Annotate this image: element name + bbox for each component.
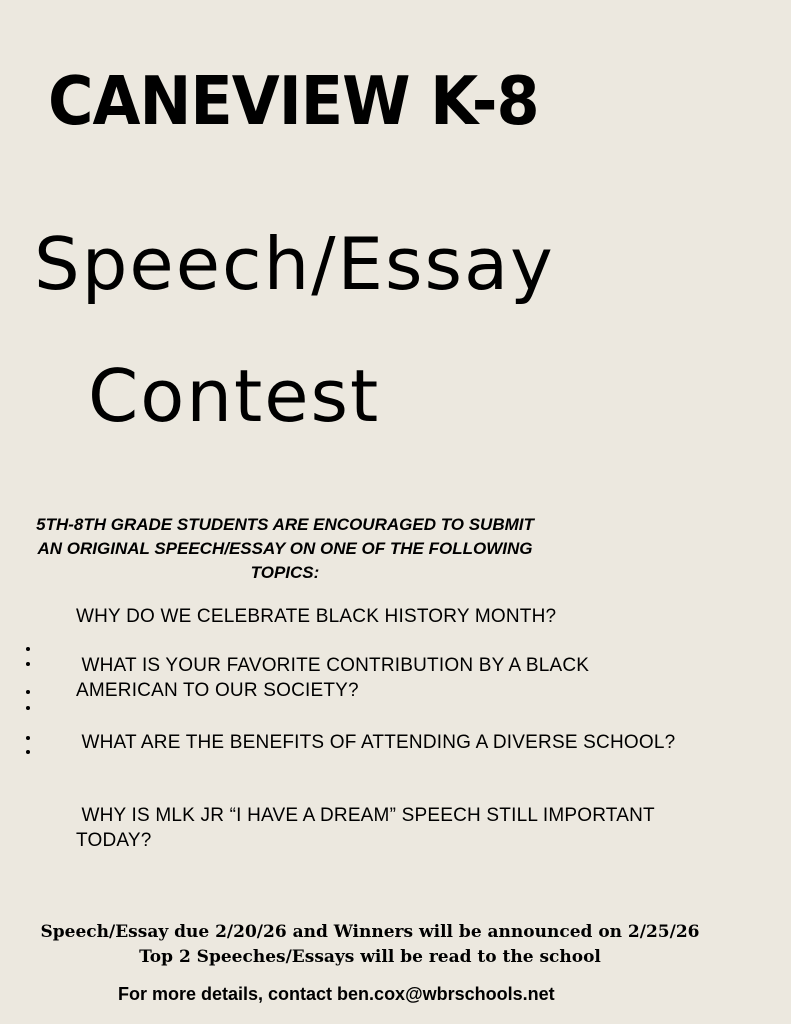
- topic-item: WHAT ARE THE BENEFITS OF ATTENDING A DIVERSE SCHOOL?: [76, 732, 676, 753]
- intro-text: 5TH-8TH GRADE STUDENTS ARE ENCOURAGED TO SUBMIT AN ORIGINAL SPEECH/ESSAY ON ONE OF THE FOLLOWING TOPICS:: [36, 515, 534, 582]
- topic-item: WHAT IS YOUR FAVORITE CONTRIBUTION BY A BLACK AMERICAN TO OUR SOCIETY?: [76, 655, 594, 701]
- title-line-2: Contest: [88, 354, 381, 438]
- bullet-dot: [26, 662, 30, 666]
- topic-item: WHY DO WE CELEBRATE BLACK HISTORY MONTH?: [76, 606, 557, 627]
- contact-line: For more details, contact ben.cox@wbrschools.net: [118, 984, 555, 1004]
- bullet-dot: [26, 750, 30, 754]
- title-line-1: Speech/Essay: [34, 222, 555, 306]
- due-notice: Speech/Essay due 2/20/26 and Winners will be announced on 2/25/26 Top 2 Speeches/Essays will be read to the school: [40, 922, 700, 967]
- school-name: CANEVIEW K-8: [48, 61, 539, 141]
- bullet-dot: [26, 647, 30, 651]
- bullet-dot: [26, 690, 30, 694]
- bullet-dot: [26, 706, 30, 710]
- topic-item: WHY IS MLK JR “I HAVE A DREAM” SPEECH STILL IMPORTANT TODAY?: [76, 805, 660, 851]
- bullet-dot: [26, 736, 30, 740]
